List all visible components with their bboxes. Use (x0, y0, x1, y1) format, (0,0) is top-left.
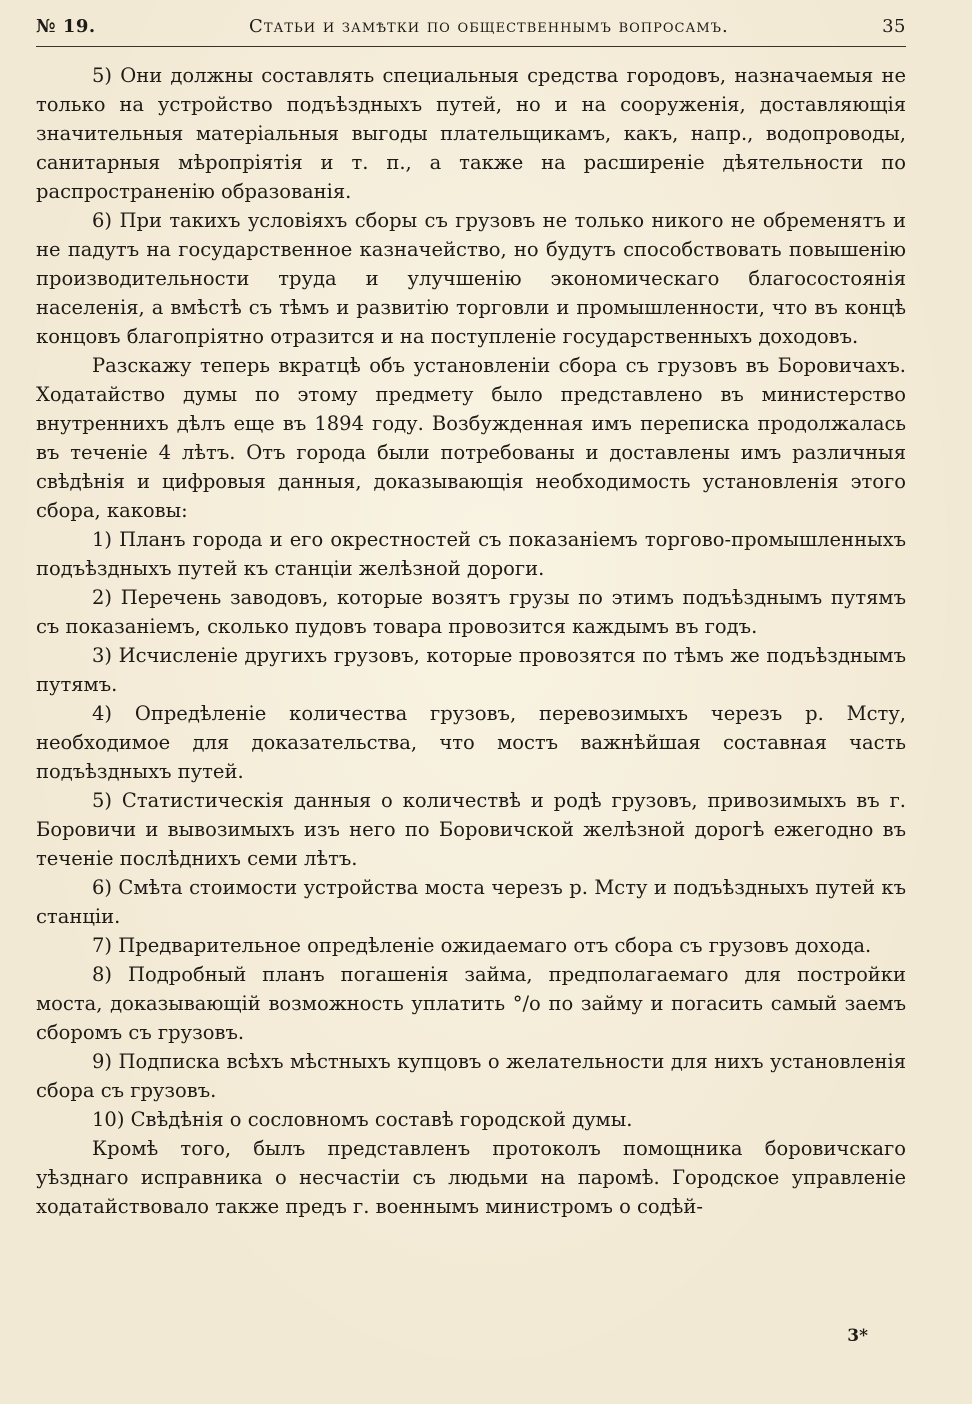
running-head (36, 16, 906, 47)
list-item: 2) Перечень заводовъ, которые возятъ грузы по этимъ подъѣзднымъ путямъ съ показаніемъ, сколько пудовъ товара провозится каждымъ въ годъ. (36, 586, 906, 638)
printer-signature: 3* (847, 1326, 868, 1346)
paragraph: Разскажу теперь вкратцѣ объ установленіи сбора съ грузовъ въ Боровичахъ. Ходатайство думы по этому предмету было представлено въ министерство внутреннихъ дѣлъ еще въ 1894 году. Возбужденная имъ переписка продолжалась въ теченіе 4 лѣтъ. Отъ города были потребованы и доставлены имъ различныя свѣдѣнія и цифровыя данныя, доказывающія необходимость установленія этого сбора, каковы: (36, 354, 906, 522)
list-item: 6) Смѣта стоимости устройства моста черезъ р. Мсту и подъѣздныхъ путей къ станціи. (36, 876, 906, 928)
list-item: 10) Свѣдѣнія о сословномъ составѣ городской думы. (92, 1108, 633, 1131)
running-title: Статьи и замѣтки по общественнымъ вопросамъ. (249, 16, 729, 37)
list-item: 4) Опредѣленіе количества грузовъ, перевозимыхъ черезъ р. Мсту, необходимое для доказательства, что мостъ важнѣйшая составная часть подъѣздныхъ путей. (36, 702, 906, 783)
page-number: 35 (882, 16, 906, 37)
paragraph: 5) Они должны составлять специальныя средства городовъ, назначаемыя не только на устройство подъѣздныхъ путей, но и на сооруженія, доставляющія значительныя матеріальныя выгоды плательщикамъ, какъ, напр., водопроводы, санитарныя мѣропріятія и т. п., а также на расширеніе дѣятельности по распространенію образованія. (36, 64, 906, 203)
list-item: 7) Предварительное опредѣленіе ожидаемаго отъ сбора съ грузовъ дохода. (92, 934, 872, 957)
issue-number: № 19. (36, 16, 96, 37)
body-text (36, 61, 906, 1221)
paragraph: 6) При такихъ условіяхъ сборы съ грузовъ не только никого не обременятъ и не падутъ на государственное казначейство, но будутъ способствовать повышенію производительности труда и улучшенію экономическаго благосостоянія населенія, а вмѣстѣ съ тѣмъ и развитію торговли и промышленности, что въ концѣ концовъ благопріятно отразится и на поступленіе государственныхъ доходовъ. (36, 209, 906, 348)
list-item: 3) Исчисленіе другихъ грузовъ, которые провозятся по тѣмъ же подъѣзднымъ путямъ. (36, 644, 906, 696)
list-item: 8) Подробный планъ погашенія займа, предполагаемаго для постройки моста, доказывающій возможность уплатить °/о по займу и погасить самый заемъ сборомъ съ грузовъ. (36, 963, 906, 1044)
list-item: 1) Планъ города и его окрестностей съ показаніемъ торгово-промышленныхъ подъѣздныхъ путей къ станціи желѣзной дороги. (36, 528, 906, 580)
paragraph: Кромѣ того, былъ представленъ протоколъ помощника боровичскаго уѣзднаго исправника о несчастіи съ людьми на паромѣ. Городское управленіе ходатайствовало также предъ г. военнымъ министромъ о содѣй- (36, 1137, 906, 1218)
list-item: 5) Статистическія данныя о количествѣ и родѣ грузовъ, привозимыхъ въ г. Боровичи и вывозимыхъ изъ него по Боровичской желѣзной дорогѣ ежегодно въ теченіе послѣднихъ семи лѣтъ. (36, 789, 906, 870)
list-item: 9) Подписка всѣхъ мѣстныхъ купцовъ о желательности для нихъ установленія сбора съ грузовъ. (36, 1050, 906, 1102)
